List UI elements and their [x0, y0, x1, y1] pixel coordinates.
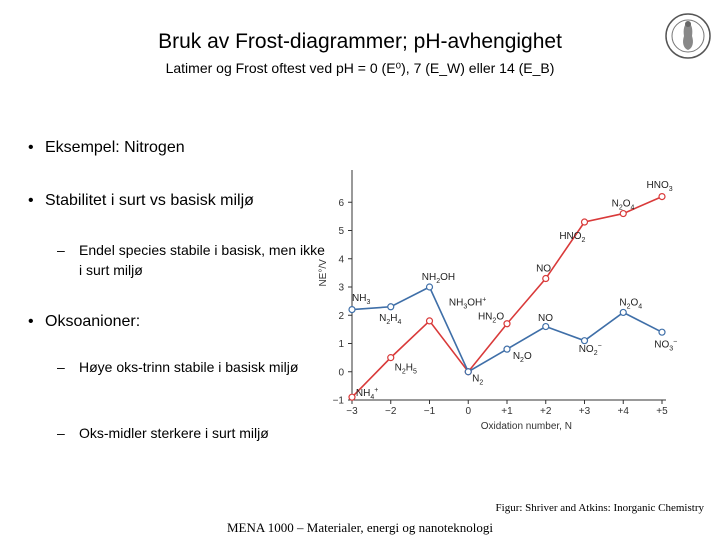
data-point — [582, 219, 588, 225]
bullet-item — [28, 313, 298, 335]
species-label: NO — [536, 263, 552, 275]
frost-diagram-chart — [310, 168, 680, 433]
data-point — [504, 321, 510, 327]
data-point — [504, 346, 510, 352]
footer-text: MENA 1000 – Materialer, energi og nanoteknologi — [226, 520, 494, 535]
species-label: $HNO_3$ — [646, 180, 673, 194]
x-tick-label: +3 — [578, 406, 591, 417]
species-label: $NH_4^+$ — [355, 386, 379, 401]
x-tick-label: −3 — [346, 406, 358, 417]
x-tick-label: +4 — [617, 406, 629, 417]
data-point — [659, 329, 665, 335]
data-point — [582, 338, 588, 344]
series-line-2 — [352, 287, 662, 372]
data-point — [543, 324, 549, 330]
species-label: $NH_3OH^+$ — [448, 296, 487, 311]
data-point — [659, 194, 665, 200]
x-tick-label: +1 — [501, 406, 513, 417]
data-point — [543, 276, 549, 282]
species-label: $N_2H_5$ — [394, 362, 417, 376]
bullet-marker: • — [28, 313, 34, 330]
species-label: $N_2$ — [472, 373, 484, 387]
bullet-text: Stabilitet i surt vs basisk miljø — [45, 192, 254, 209]
x-tick-label: −1 — [423, 406, 436, 417]
sub-bullet-item — [57, 423, 307, 465]
slide-subtitle — [0, 60, 720, 77]
bullet-item — [28, 139, 298, 161]
species-label: $HN_2O$ — [477, 311, 505, 325]
species-label: $N_2O$ — [512, 351, 532, 365]
y-tick-label: 2 — [338, 310, 344, 322]
y-tick-label: 1 — [338, 339, 344, 350]
x-tick-label: +5 — [656, 406, 668, 417]
university-seal-icon — [664, 10, 712, 62]
data-point — [388, 355, 394, 361]
y-tick-label: 4 — [338, 254, 344, 266]
bullet-item — [28, 192, 298, 214]
x-tick-label: +2 — [540, 406, 552, 417]
data-point — [427, 284, 433, 290]
bullet-marker: • — [28, 139, 34, 156]
data-point — [620, 309, 626, 315]
sub-bullet-marker: – — [57, 425, 65, 441]
x-axis-label: Oxidation number, N — [480, 421, 572, 432]
slide-title: Bruk av Frost-diagrammer; pH-avhengighet — [158, 30, 562, 53]
species-label: $HNO_2$ — [559, 230, 586, 244]
species-label: $NH_3$ — [352, 293, 371, 307]
data-point — [427, 318, 433, 324]
sub-bullet-marker: – — [57, 359, 65, 375]
bullet-marker: • — [28, 192, 34, 209]
figure-credit: Figur: Shriver and Atkins: Inorganic Chemistry — [495, 502, 704, 514]
y-tick-label: −1 — [332, 395, 344, 407]
species-label: $N_2O_4$ — [611, 198, 635, 212]
sub-bullet-text: Oks-midler sterkere i surt miljø — [79, 425, 269, 441]
subtitle-text: Latimer og Frost oftest ved pH = 0 (E⁰), 7 (E_W) eller 14 (E_B) — [165, 60, 555, 76]
data-point — [388, 304, 394, 310]
species-label: NO — [538, 312, 553, 324]
y-tick-label: 0 — [338, 367, 344, 379]
y-tick-label: 6 — [338, 197, 344, 209]
bullet-text: Oksoanioner: — [45, 313, 141, 330]
y-axis-label: NE°/V — [318, 259, 329, 287]
y-tick-label: 5 — [338, 226, 344, 237]
data-point — [465, 369, 471, 375]
sub-bullet-text: Endel species stabile i basisk, men ikke i surt miljø — [79, 242, 325, 278]
y-tick-label: 3 — [338, 282, 344, 294]
x-tick-label: −2 — [385, 406, 397, 417]
sub-bullet-marker: – — [57, 242, 65, 258]
x-tick-label: 0 — [465, 406, 472, 417]
species-label: $N_2H_4$ — [379, 312, 402, 326]
species-label: $NH_2OH$ — [421, 271, 456, 285]
data-point — [349, 307, 355, 313]
species-label: $NO_3^-$ — [654, 338, 678, 353]
species-label: $NO_2^-$ — [578, 342, 602, 357]
sub-bullet-item — [57, 357, 307, 399]
bullet-text: Eksempel: Nitrogen — [45, 139, 185, 156]
data-point — [349, 394, 355, 400]
species-label: $N_2O_4$ — [619, 297, 643, 311]
sub-bullet-text: Høye oks-trinn stabile i basisk miljø — [79, 359, 299, 375]
